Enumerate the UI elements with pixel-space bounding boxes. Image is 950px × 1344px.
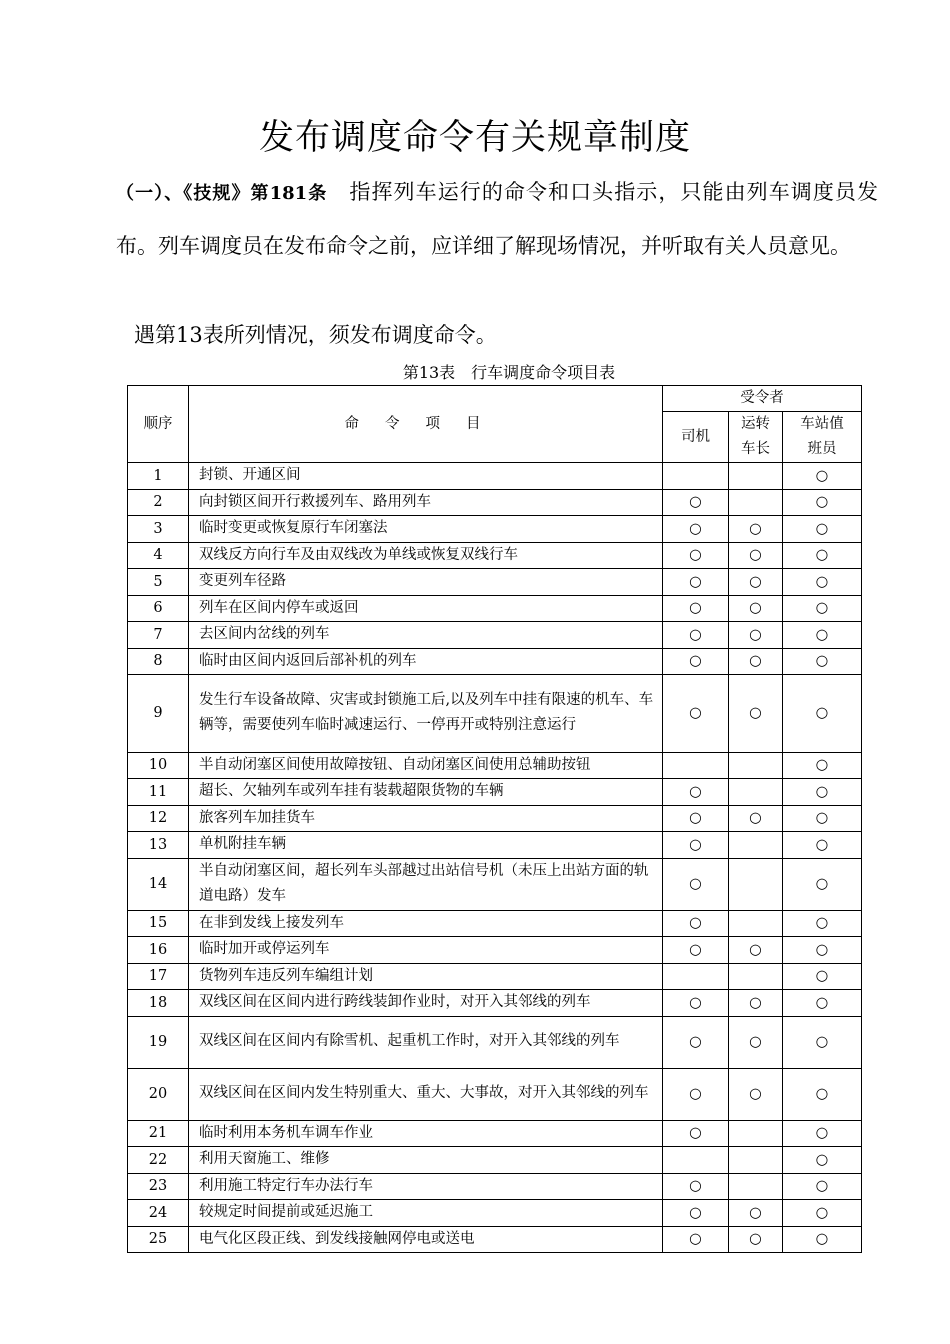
row-station-mark: ○	[783, 675, 862, 753]
table-row	[128, 779, 862, 806]
article-181-lead: （一）、《技规》第181条	[116, 183, 328, 204]
row-command-item: 双线区间在区间内有除雪机、起重机工作时，对开入其邻线的列车	[189, 1016, 663, 1068]
header-station	[783, 412, 862, 463]
row-driver-mark: ○	[663, 489, 729, 516]
row-driver-mark: ○	[663, 542, 729, 569]
row-driver-mark: ○	[663, 1200, 729, 1227]
table-row	[128, 963, 862, 990]
row-number: 25	[128, 1226, 189, 1253]
row-driver-mark	[663, 1147, 729, 1174]
row-driver-mark	[663, 463, 729, 490]
header-receivers: 受令者	[663, 386, 862, 412]
row-station-mark: ○	[783, 963, 862, 990]
row-driver-mark: ○	[663, 832, 729, 859]
row-conductor-mark: ○	[729, 937, 783, 964]
row-command-item: 列车在区间内停车或返回	[189, 595, 663, 622]
table-row	[128, 489, 862, 516]
header-station-label: 车站值班员	[800, 416, 844, 457]
row-command-item: 利用天窗施工、维修	[189, 1147, 663, 1174]
row-station-mark: ○	[783, 858, 862, 910]
table-row	[128, 1147, 862, 1174]
row-station-mark: ○	[783, 648, 862, 675]
row-conductor-mark	[729, 858, 783, 910]
row-conductor-mark: ○	[729, 675, 783, 753]
row-command-item: 单机附挂车辆	[189, 832, 663, 859]
row-conductor-mark	[729, 832, 783, 859]
row-number: 6	[128, 595, 189, 622]
row-number: 3	[128, 516, 189, 543]
row-command-item: 货物列车违反列车编组计划	[189, 963, 663, 990]
row-command-item: 双线区间在区间内发生特别重大、重大、大事故，对开入其邻线的列车	[189, 1068, 663, 1120]
table-caption: 第13表 行车调度命令项目表	[402, 363, 616, 382]
row-station-mark: ○	[783, 937, 862, 964]
row-number: 21	[128, 1120, 189, 1147]
table-row	[128, 1200, 862, 1227]
row-conductor-mark: ○	[729, 648, 783, 675]
header-driver: 司机	[663, 412, 729, 463]
row-driver-mark: ○	[663, 622, 729, 649]
row-driver-mark: ○	[663, 779, 729, 806]
table-row	[128, 752, 862, 779]
row-number: 17	[128, 963, 189, 990]
row-conductor-mark: ○	[729, 1068, 783, 1120]
row-driver-mark: ○	[663, 805, 729, 832]
row-driver-mark: ○	[663, 648, 729, 675]
row-command-item: 超长、欠轴列车或列车挂有装载超限货物的车辆	[189, 779, 663, 806]
row-station-mark: ○	[783, 622, 862, 649]
row-conductor-mark: ○	[729, 516, 783, 543]
row-number: 15	[128, 910, 189, 937]
row-conductor-mark	[729, 752, 783, 779]
table-row	[128, 858, 862, 910]
article-181-text: 指挥列车运行的命令和口头指示，只能由列车调度员发布。列车调度员在发布命令之前，应详细了解现场情况，并听取有关人员意见。	[116, 180, 879, 258]
row-command-item: 临时变更或恢复原行车闭塞法	[189, 516, 663, 543]
row-station-mark: ○	[783, 542, 862, 569]
row-command-item: 电气化区段正线、到发线接触网停电或送电	[189, 1226, 663, 1253]
row-number: 10	[128, 752, 189, 779]
row-station-mark: ○	[783, 910, 862, 937]
row-driver-mark: ○	[663, 1226, 729, 1253]
row-driver-mark	[663, 752, 729, 779]
row-station-mark: ○	[783, 595, 862, 622]
row-station-mark: ○	[783, 990, 862, 1017]
row-conductor-mark	[729, 963, 783, 990]
table-row	[128, 805, 862, 832]
row-command-item: 变更列车径路	[189, 569, 663, 596]
dispatch-command-table	[127, 385, 862, 1253]
row-station-mark: ○	[783, 1173, 862, 1200]
row-conductor-mark	[729, 489, 783, 516]
row-conductor-mark: ○	[729, 542, 783, 569]
row-driver-mark: ○	[663, 675, 729, 753]
row-conductor-mark	[729, 463, 783, 490]
table-row	[128, 832, 862, 859]
row-number: 19	[128, 1016, 189, 1068]
table-row	[128, 595, 862, 622]
row-station-mark: ○	[783, 1068, 862, 1120]
table-row	[128, 648, 862, 675]
table-row	[128, 542, 862, 569]
row-command-item: 半自动闭塞区间使用故障按钮、自动闭塞区间使用总辅助按钮	[189, 752, 663, 779]
row-driver-mark: ○	[663, 569, 729, 596]
row-station-mark: ○	[783, 1016, 862, 1068]
row-command-item: 发生行车设备故障、灾害或封锁施工后,以及列车中挂有限速的机车、车辆等，需要使列车临时减速运行、一停再开或特别注意运行	[189, 675, 663, 753]
row-number: 12	[128, 805, 189, 832]
row-conductor-mark: ○	[729, 622, 783, 649]
row-conductor-mark	[729, 1147, 783, 1174]
row-number: 9	[128, 675, 189, 753]
table-row	[128, 1226, 862, 1253]
row-station-mark: ○	[783, 1147, 862, 1174]
row-number: 23	[128, 1173, 189, 1200]
row-station-mark: ○	[783, 832, 862, 859]
table-body	[128, 463, 862, 1253]
row-number: 13	[128, 832, 189, 859]
row-driver-mark: ○	[663, 990, 729, 1017]
row-number: 16	[128, 937, 189, 964]
row-number: 2	[128, 489, 189, 516]
row-station-mark: ○	[783, 752, 862, 779]
row-station-mark: ○	[783, 489, 862, 516]
page-title: 发布调度命令有关规章制度	[258, 118, 691, 158]
row-driver-mark: ○	[663, 595, 729, 622]
table-row	[128, 1120, 862, 1147]
row-command-item: 半自动闭塞区间，超长列车头部越过出站信号机（未压上出站方面的轨道电路）发车	[189, 858, 663, 910]
row-number: 18	[128, 990, 189, 1017]
header-conductor	[729, 412, 783, 463]
row-conductor-mark	[729, 910, 783, 937]
row-station-mark: ○	[783, 516, 862, 543]
row-station-mark: ○	[783, 569, 862, 596]
table-row	[128, 569, 862, 596]
row-conductor-mark: ○	[729, 990, 783, 1017]
row-conductor-mark: ○	[729, 1200, 783, 1227]
row-number: 8	[128, 648, 189, 675]
table-row	[128, 516, 862, 543]
row-station-mark: ○	[783, 1200, 862, 1227]
row-conductor-mark: ○	[729, 1016, 783, 1068]
row-station-mark: ○	[783, 779, 862, 806]
row-driver-mark: ○	[663, 516, 729, 543]
row-command-item: 临时由区间内返回后部补机的列车	[189, 648, 663, 675]
row-station-mark: ○	[783, 463, 862, 490]
row-conductor-mark: ○	[729, 1226, 783, 1253]
table-row	[128, 622, 862, 649]
row-number: 1	[128, 463, 189, 490]
header-order: 顺序	[128, 386, 189, 463]
row-conductor-mark: ○	[729, 595, 783, 622]
row-driver-mark: ○	[663, 937, 729, 964]
table-row	[128, 463, 862, 490]
row-command-item: 封锁、开通区间	[189, 463, 663, 490]
row-number: 22	[128, 1147, 189, 1174]
row-number: 14	[128, 858, 189, 910]
article-181-paragraph	[116, 166, 878, 272]
row-command-item: 双线反方向行车及由双线改为单线或恢复双线行车	[189, 542, 663, 569]
row-driver-mark: ○	[663, 1173, 729, 1200]
table-row	[128, 937, 862, 964]
row-driver-mark: ○	[663, 910, 729, 937]
row-command-item: 较规定时间提前或延迟施工	[189, 1200, 663, 1227]
row-command-item: 向封锁区间开行救援列车、路用列车	[189, 489, 663, 516]
table-row	[128, 1068, 862, 1120]
row-conductor-mark	[729, 779, 783, 806]
row-conductor-mark	[729, 1120, 783, 1147]
table-row	[128, 990, 862, 1017]
row-conductor-mark: ○	[729, 569, 783, 596]
row-command-item: 旅客列车加挂货车	[189, 805, 663, 832]
row-command-item: 去区间内岔线的列车	[189, 622, 663, 649]
table-row	[128, 675, 862, 753]
row-command-item: 临时加开或停运列车	[189, 937, 663, 964]
table-intro-paragraph: 遇第13表所列情况，须发布调度命令。	[134, 323, 497, 347]
row-station-mark: ○	[783, 1226, 862, 1253]
row-driver-mark	[663, 963, 729, 990]
header-item: 命令项目	[189, 386, 663, 463]
row-command-item: 利用施工特定行车办法行车	[189, 1173, 663, 1200]
row-number: 20	[128, 1068, 189, 1120]
table-row	[128, 910, 862, 937]
row-number: 7	[128, 622, 189, 649]
table-row	[128, 1016, 862, 1068]
row-conductor-mark	[729, 1173, 783, 1200]
row-station-mark: ○	[783, 805, 862, 832]
row-driver-mark: ○	[663, 1016, 729, 1068]
row-command-item: 双线区间在区间内进行跨线装卸作业时，对开入其邻线的列车	[189, 990, 663, 1017]
row-conductor-mark: ○	[729, 805, 783, 832]
row-command-item: 临时利用本务机车调车作业	[189, 1120, 663, 1147]
row-number: 11	[128, 779, 189, 806]
row-driver-mark: ○	[663, 858, 729, 910]
header-conductor-label: 运转车长	[741, 416, 770, 457]
row-driver-mark: ○	[663, 1120, 729, 1147]
row-number: 5	[128, 569, 189, 596]
row-number: 24	[128, 1200, 189, 1227]
row-driver-mark: ○	[663, 1068, 729, 1120]
row-command-item: 在非到发线上接发列车	[189, 910, 663, 937]
row-station-mark: ○	[783, 1120, 862, 1147]
table-row	[128, 1173, 862, 1200]
row-number: 4	[128, 542, 189, 569]
